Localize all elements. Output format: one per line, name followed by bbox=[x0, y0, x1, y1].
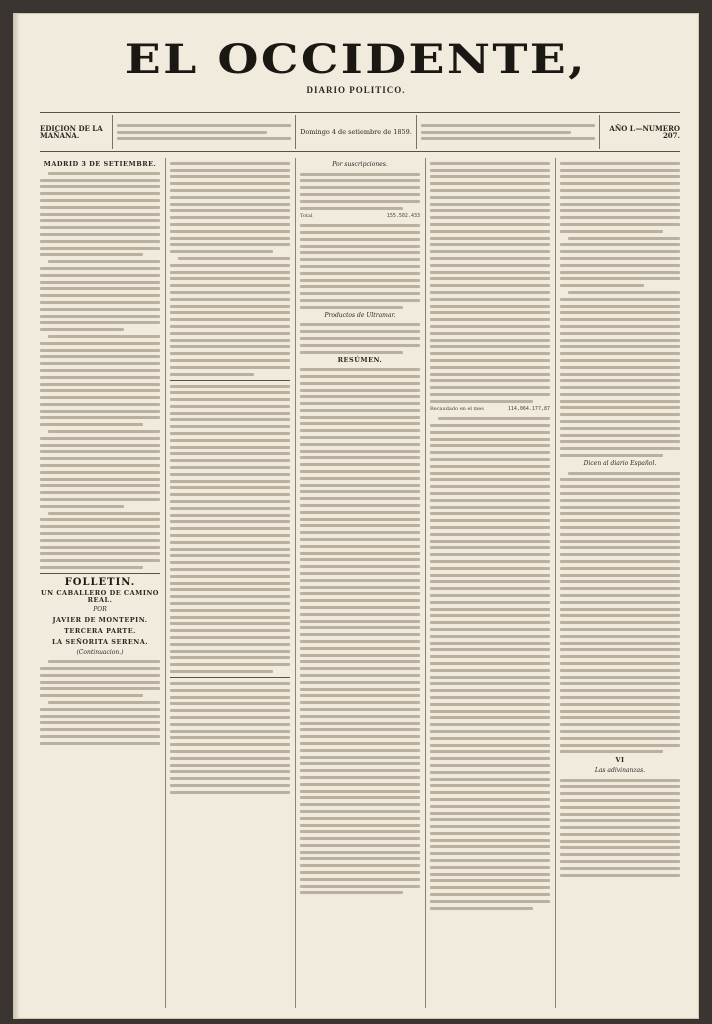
folletin-body-2 bbox=[170, 682, 290, 794]
issue-number: AÑO I.—NUMERO 207. bbox=[609, 124, 680, 140]
newspaper-page bbox=[14, 14, 698, 1018]
article-body bbox=[430, 417, 550, 909]
article-body bbox=[170, 162, 290, 376]
column-rule bbox=[555, 158, 556, 1008]
column-rule bbox=[165, 158, 166, 1008]
ledger-entries bbox=[300, 323, 420, 353]
section-rule bbox=[170, 380, 290, 381]
advertising-notice bbox=[417, 120, 599, 144]
edition-label: EDICION DE LA MAÑANA. bbox=[40, 124, 103, 140]
folletin-heading: FOLLETIN. bbox=[64, 577, 136, 589]
chapter-title: Las adivinanzas. bbox=[594, 766, 646, 774]
source-line: Dicen al diario Español. bbox=[583, 460, 657, 468]
income-section-title: Por suscripciones. bbox=[332, 161, 388, 168]
folletin-body-3 bbox=[560, 779, 680, 877]
issue-date: Domingo 4 de setiembre de 1859. bbox=[300, 127, 412, 136]
collected-label: Recaudado en el mes bbox=[430, 406, 484, 413]
collected-value: 114,064.177,87 bbox=[507, 406, 550, 413]
ledger-entries bbox=[300, 224, 420, 309]
collected-row bbox=[430, 406, 550, 413]
folletin-continued: (Continuacion.) bbox=[76, 648, 124, 656]
article-columns bbox=[40, 158, 680, 1008]
chapter-number: VI bbox=[615, 756, 625, 765]
folletin-body bbox=[40, 660, 160, 745]
ledger-entries bbox=[300, 173, 420, 210]
page-fold-shadow bbox=[14, 14, 20, 1018]
edition-info-bar bbox=[40, 112, 680, 152]
newspaper-subtitle: DIARIO POLITICO. bbox=[306, 85, 406, 95]
column-4 bbox=[430, 158, 550, 1008]
folletin-author: JAVIER DE MONTEPIN. bbox=[52, 616, 148, 625]
ledger-entries bbox=[170, 385, 290, 673]
column-1 bbox=[40, 158, 160, 1008]
column-5 bbox=[560, 158, 680, 1008]
summary-heading: RESÚMEN. bbox=[337, 356, 383, 365]
column-3 bbox=[300, 158, 420, 1008]
column-rule bbox=[295, 158, 296, 1008]
column-1-heading: MADRID 3 DE SETIEMBRE. bbox=[43, 160, 157, 168]
folletin-chapter: LA SEÑORITA SERENA. bbox=[51, 637, 149, 646]
folletin-author-prefix: POR bbox=[93, 606, 107, 614]
ledger-entries bbox=[300, 368, 420, 894]
folletin-story-title: UN CABALLERO DE CAMINO REAL. bbox=[41, 588, 159, 604]
article-body bbox=[40, 172, 160, 569]
article-body bbox=[560, 472, 680, 754]
section-rule bbox=[170, 677, 290, 678]
article-body bbox=[560, 162, 680, 457]
total-value: 155.502.433 bbox=[386, 213, 420, 220]
column-2 bbox=[170, 158, 290, 1008]
section-rule bbox=[40, 573, 160, 574]
masthead bbox=[14, 36, 698, 95]
column-rule bbox=[425, 158, 426, 1008]
subscription-notice bbox=[113, 120, 295, 144]
newspaper-title: EL OCCIDENTE, bbox=[124, 36, 588, 83]
article-body bbox=[430, 162, 550, 403]
total-row bbox=[300, 213, 420, 220]
folletin-part: TERCERA PARTE. bbox=[64, 627, 136, 635]
ultramar-section-title: Productos de Ultramar. bbox=[324, 311, 396, 319]
total-label: Total bbox=[300, 213, 313, 220]
